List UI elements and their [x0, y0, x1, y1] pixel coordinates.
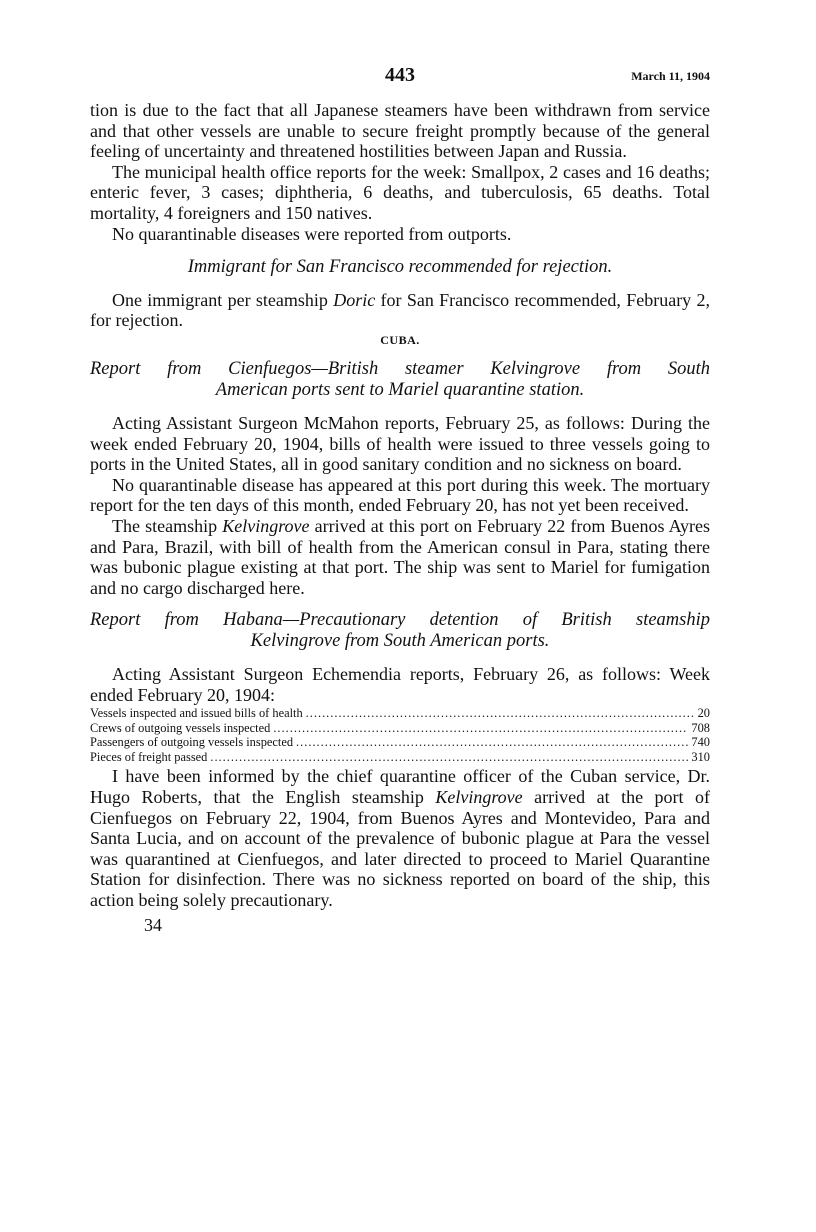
page-header [90, 64, 710, 100]
stat-label: Crews of outgoing vessels inspected [90, 720, 271, 735]
report-heading [90, 610, 710, 652]
text-run: I have been informed by the chief quarantine officer of the Cuban service, Dr. Hugo Roberts, that the English steamship [90, 766, 710, 808]
document-page [90, 64, 710, 936]
stat-value: 310 [691, 749, 710, 764]
stat-value: 20 [697, 706, 710, 721]
paragraph: Acting Assistant Surgeon McMahon reports, February 25, as follows: During the week ended February 20, 1904, bills of health were issued to three vessels going to ports in the United States, all in good sanitary condition and no sickness on board. [90, 412, 710, 475]
paragraph [90, 290, 710, 331]
signature-mark: 34 [144, 914, 162, 935]
report-heading-line: Report from Habana—Precautionary detention of British steamship [90, 610, 710, 631]
text-run: arrived at this port on February 22 from Buenos Ayres and Para, Brazil, with bill of health from the American consul in Para, stating there was bubonic plague existing at that port. The ship was sent to Mariel for fumigation and no cargo discharged here. [90, 515, 710, 598]
paragraph: No quarantinable diseases were reported from outports. [112, 223, 512, 244]
stat-label: Vessels inspected and issued bills of health [90, 706, 303, 721]
statistics-table [90, 706, 710, 764]
dot-leader [210, 750, 688, 765]
text-run: arrived at the port of Cienfuegos on February 22, 1904, from Buenos Ayres and Montevideo, Para and Santa Lucia, and on account of the prevalence of bubonic plague at Para the vessel was quarantined at Cienfuegos, and later directed to proceed to Mariel Quarantine Station for disinfection. There was no sickness reported on board of the ship, this action being solely precautionary. [90, 787, 711, 911]
stat-value: 740 [691, 735, 710, 750]
report-heading [90, 359, 710, 401]
text-run: One immigrant per steamship [112, 289, 334, 310]
stat-label: Pieces of freight passed [90, 749, 208, 764]
table-row [90, 735, 710, 750]
paragraph: The municipal health office reports for the week: Smallpox, 2 cases and 16 deaths; enteric fever, 3 cases; diphtheria, 6 deaths, and tuberculosis, 65 deaths. Total mortality, 4 foreigners and 150 natives. [90, 161, 710, 223]
ship-name: Doric [333, 289, 376, 310]
report-heading-line: American ports sent to Mariel quarantine station. [215, 379, 585, 400]
table-row [90, 721, 710, 736]
text-run: The steamship [112, 515, 223, 536]
paragraph: No quarantinable disease has appeared at this port during this week. The mortuary report for the ten days of this month, ended February 20, has not yet been received. [90, 474, 710, 516]
paragraph [90, 766, 710, 910]
dot-leader [273, 721, 688, 736]
paragraph: Acting Assistant Surgeon Echemendia reports, February 26, as follows: Week ended February 20, 1904: [90, 664, 710, 705]
ship-name: Kelvingrove [435, 787, 523, 808]
table-row [90, 750, 710, 765]
page-number: 443 [385, 64, 415, 86]
ship-name: Kelvingrove [222, 515, 310, 536]
country-heading: CUBA. [380, 332, 420, 347]
stat-label: Passengers of outgoing vessels inspected [90, 735, 294, 750]
paragraph: tion is due to the fact that all Japanese steamers have been withdrawn from service and that other vessels are unable to secure freight promptly because of the general feeling of uncertainty and threatened hostilities between Japan and Russia. [90, 100, 710, 162]
report-heading-line: Kelvingrove from South American ports. [250, 631, 550, 652]
section-subheading: Immigrant for San Francisco recommended for rejection. [187, 257, 613, 278]
table-row [90, 706, 710, 721]
text-run: for San Francisco recommended, February 2, for rejection. [90, 289, 711, 331]
dot-leader [306, 706, 695, 721]
dot-leader [296, 735, 688, 750]
paragraph [90, 516, 710, 598]
stat-value: 708 [691, 720, 710, 735]
report-heading-line: Report from Cienfuegos—British steamer Kelvingrove from South [90, 358, 710, 379]
header-date: March 11, 1904 [631, 69, 710, 83]
